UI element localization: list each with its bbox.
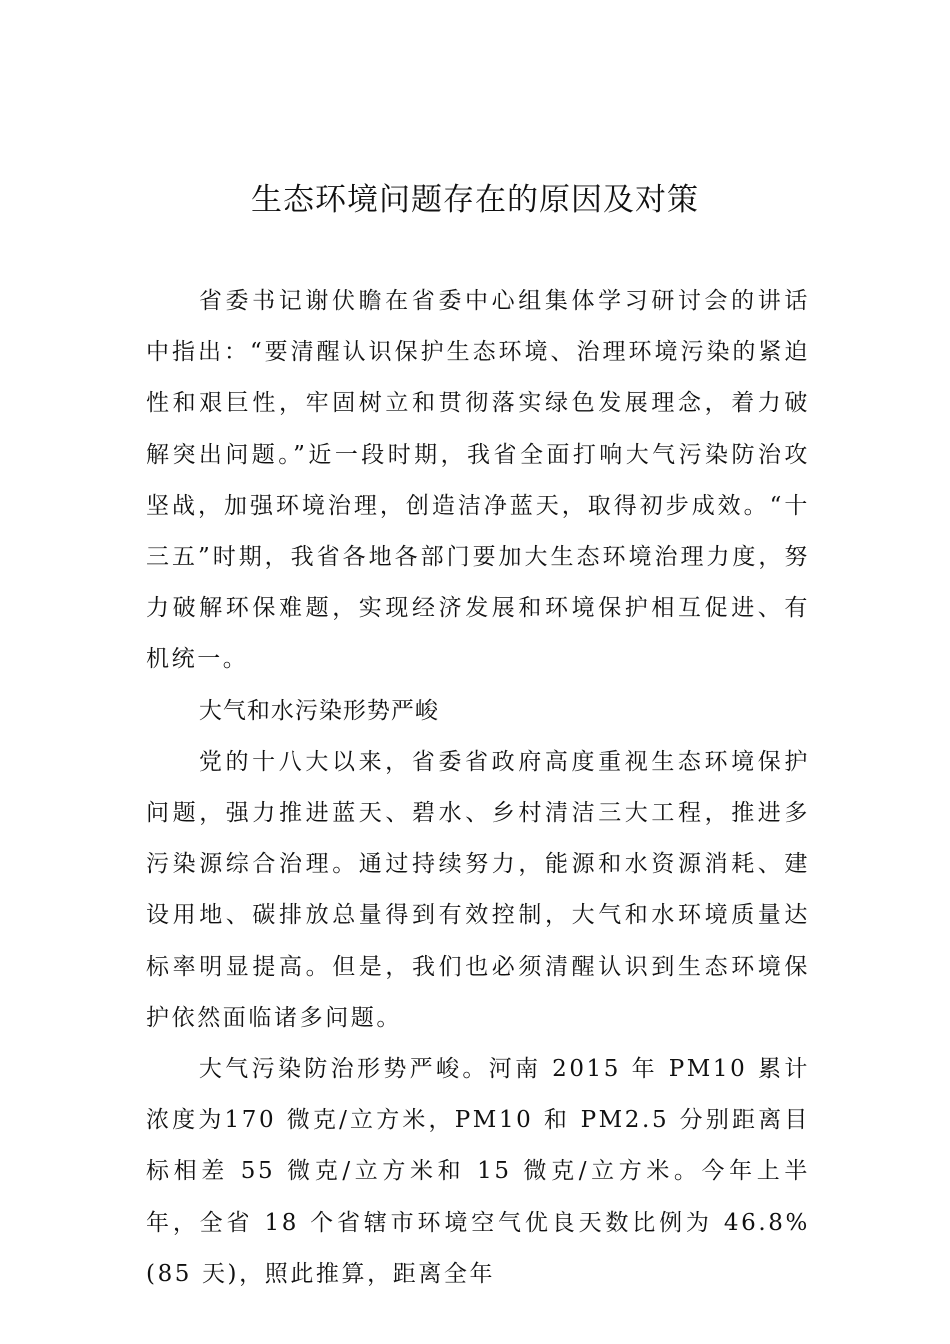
paragraph-progress: 党的十八大以来，省委省政府高度重视生态环境保护问题，强力推进蓝天、碧水、乡村清洁三大工程，推进多污染源综合治理。通过持续努力，能源和水资源消耗、建设用地、碳排放总量得到有效控制，大气和水环境质量达标率明显提高。但是，我们也必须清醒认识到生态环境保护依然面临诸多问题。 — [146, 748, 810, 1031]
document-title: 生态环境问题存在的原因及对策 — [251, 182, 699, 218]
paragraph-intro: 省委书记谢伏瞻在省委中心组集体学习研讨会的讲话中指出：“要清醒认识保护生态环境、治理环境污染的紧迫性和艰巨性，牢固树立和贯彻落实绿色发展理念，着力破解突出问题。”近一段时期，我省全面打响大气污染防治攻坚战，加强环境治理，创造洁净蓝天，取得初步成效。“十三五”时期，我省各地各部门要加大生态环境治理力度，努力破解环保难题，实现经济发展和环境保护相互促进、有机统一。 — [146, 288, 810, 673]
section-heading-pollution: 大气和水污染形势严峻 — [198, 697, 439, 724]
document-body — [146, 276, 810, 1300]
paragraph-air-pollution: 大气污染防治形势严峻。河南 2015 年 PM10 累计浓度为170 微克/立方米，PM10 和 PM2.5 分别距离目标相差 55 微克/立方米和 15 微克/立方米。今年上半年，全省 18 个省辖市环境空气优良天数比例为 46.8%(85 天)，照此推算，距离全年 — [146, 1056, 810, 1287]
